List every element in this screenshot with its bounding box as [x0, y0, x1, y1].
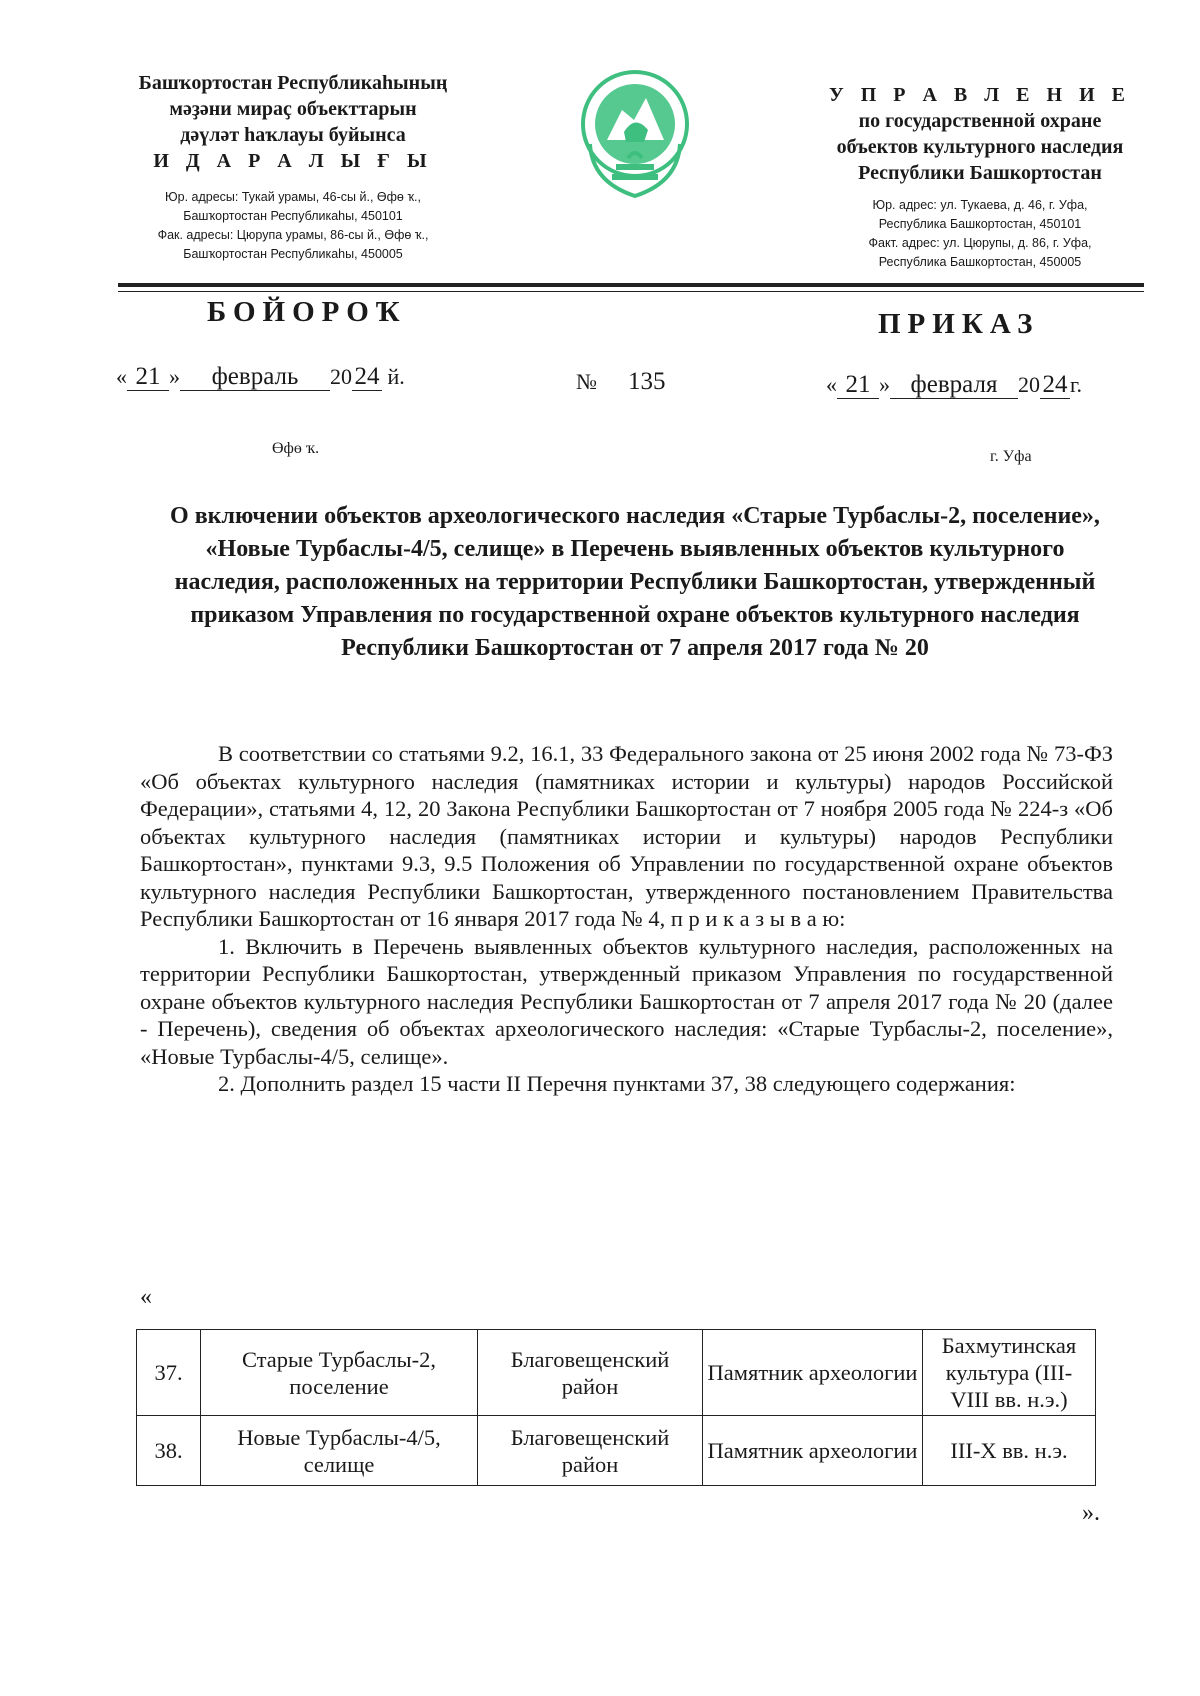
date-open-quote: «: [116, 364, 127, 389]
header-divider-thick: [118, 283, 1144, 287]
left-header-line: мәҙәни мираҫ объекттарын: [169, 98, 417, 120]
date-bashkir: [116, 364, 405, 391]
open-quote: «: [140, 1284, 152, 1310]
order-word-russian: ПРИКАЗ: [878, 308, 1040, 340]
table-cell-num: 37.: [137, 1330, 201, 1416]
header-divider-thin: [118, 291, 1144, 292]
right-header-line: Республики Башкортостан: [858, 162, 1102, 184]
date-russian: [826, 372, 1082, 399]
heritage-table: [136, 1329, 1096, 1486]
right-address-line: Факт. адрес: ул. Цюрупы, д. 86, г. Уфа,: [868, 236, 1092, 250]
left-header-line: И Д А Р А Л Ы Ғ Ы: [153, 150, 433, 172]
document-body: [140, 740, 1113, 1098]
right-address-line: Республика Башкортостан, 450005: [878, 255, 1082, 269]
right-address-line: Юр. адрес: ул. Тукаева, д. 46, г. Уфа,: [872, 198, 1088, 212]
right-header-line: по государственной охране: [858, 110, 1102, 132]
date-year-prefix: 20: [1018, 372, 1040, 397]
table-cell-num: 38.: [137, 1416, 201, 1486]
table-cell-district: Благовещенский район: [478, 1330, 703, 1416]
left-address-line: Башҡортостан Республикаһы, 450101: [183, 209, 403, 223]
order-number: [576, 368, 666, 396]
table-cell-dating: III-X вв. н.э.: [923, 1416, 1096, 1486]
close-quote: ».: [1082, 1500, 1100, 1526]
table-cell-name: Новые Турбаслы-4/5, селище: [201, 1416, 478, 1486]
date-year-mark: г.: [1070, 372, 1083, 397]
city-russian: г. Уфа: [990, 448, 1032, 465]
date-year-mark: й.: [387, 364, 405, 389]
table-row: [137, 1416, 1096, 1486]
date-year-suffix: 24: [1040, 372, 1070, 399]
left-header-line: дәүләт һаҡлауы буйынса: [180, 124, 406, 146]
table-cell-type: Памятник археологии: [703, 1416, 923, 1486]
table-cell-type: Памятник археологии: [703, 1330, 923, 1416]
left-address-line: Фак. адресы: Цюрупа урамы, 86-сы й., Өфө ҡ.,: [157, 228, 429, 242]
table-cell-dating: Бахмутинская культура (III-VIII вв. н.э.): [923, 1330, 1096, 1416]
date-month: февраль: [180, 364, 330, 391]
body-paragraph: 1. Включить в Перечень выявленных объектов культурного наследия, расположенных на территории Республики Башкортостан, утвержденный приказом Управления по государственной охране объектов культурного наследия Республики Башкортостан от 7 апреля 2017 года № 20 (далее - Перечень), сведения об объектах археологического наследия: «Старые Турбаслы-2, поселение», «Новые Турбаслы-4/5, селище».: [140, 933, 1113, 1069]
date-open-quote: «: [826, 372, 837, 397]
city-bashkir: Өфө ҡ.: [272, 440, 320, 457]
right-header: [790, 82, 1170, 186]
left-address-line: Башҡортостан Республикаһы, 450005: [183, 247, 403, 261]
date-month: февраля: [890, 372, 1018, 399]
date-day: 21: [127, 364, 169, 391]
number-value: 135: [628, 368, 666, 395]
left-header-line: Башҡортостан Республикаһының: [138, 72, 448, 94]
table-cell-name: Старые Турбаслы-2, поселение: [201, 1330, 478, 1416]
date-close-quote: »: [879, 372, 890, 397]
right-header-line: объектов культурного наследия: [836, 136, 1124, 158]
table-cell-district: Благовещенский район: [478, 1416, 703, 1486]
date-year-prefix: 20: [330, 364, 352, 389]
body-paragraph: В соответствии со статьями 9.2, 16.1, 33 Федерального закона от 25 июня 2002 года № 73-ФЗ «Об объектах культурного наследия (памятниках истории и культуры) народов Российской Федерации», статьями 4, 12, 20 Закона Республики Башкортостан от 7 ноября 2005 года № 224-з «Об объектах культурного наследия (памятниках истории и культуры) народов Республики Башкортостан», пунктами 9.3, 9.5 Положения об Управлении по государственной охране объектов культурного наследия Республики Башкортостан, утвержденного постановлением Правительства Республики Башкортостан от 16 января 2017 года № 4, п р и к а з ы в а ю:: [140, 741, 1113, 931]
date-close-quote: »: [169, 364, 180, 389]
left-address-line: Юр. адресы: Тукай урамы, 46-сы й., Өфө ҡ.,: [165, 190, 421, 204]
table-row: [137, 1330, 1096, 1416]
body-paragraph: 2. Дополнить раздел 15 части II Перечня пунктами 37, 38 следующего содержания:: [218, 1071, 1016, 1096]
order-word-bashkir: БОЙОРОҠ: [207, 296, 407, 328]
right-header-line: У П Р А В Л Е Н И Е: [829, 84, 1131, 106]
left-header: [108, 70, 478, 174]
coat-of-arms-icon: [572, 62, 698, 202]
right-address: [815, 196, 1145, 272]
right-address-line: Республика Башкортостан, 450101: [878, 217, 1082, 231]
date-day: 21: [837, 372, 879, 399]
number-sign: №: [576, 369, 597, 394]
date-year-suffix: 24: [352, 364, 382, 391]
document-title: О включении объектов археологического наследия «Старые Турбаслы-2, поселение», «Новые Турбаслы-4/5, селище» в Перечень выявленных объектов культурного наследия, расположенных на территории Республики Башкортостан, утвержденный приказом Управления по государственной охране объектов культурного наследия Республики Башкортостан от 7 апреля 2017 года № 20: [170, 503, 1100, 661]
left-address: [128, 188, 458, 264]
